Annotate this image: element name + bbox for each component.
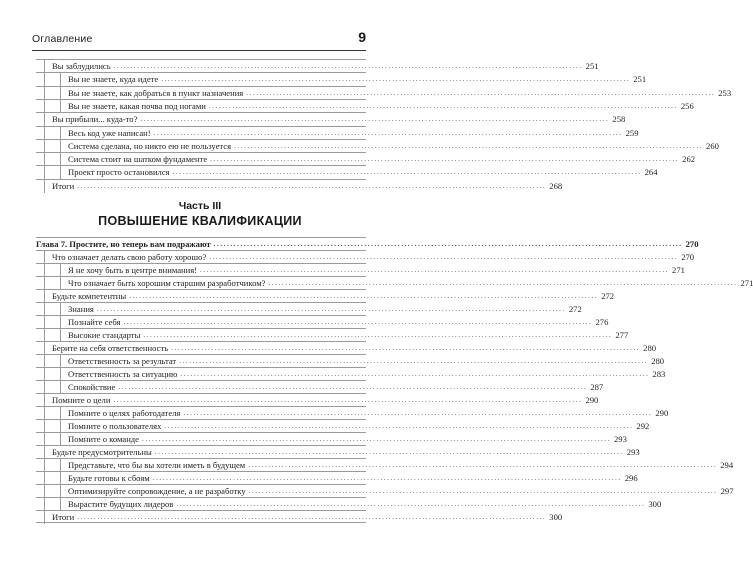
toc-leader-dots: ............................................................................................................................................ — [180, 370, 650, 378]
toc-entry-title: Я не хочу быть в центре внимания! — [68, 265, 198, 275]
toc-leader-dots: ............................................................................................................................................ — [96, 305, 566, 313]
toc-row — [0, 432, 627, 446]
toc-indent-bar — [44, 458, 45, 472]
toc-leader-dots: ............................................................................................................................................ — [210, 155, 680, 164]
toc-indent-bar — [44, 112, 45, 126]
toc-indent-bar — [60, 354, 61, 368]
toc-entry-title: Высокие стандарты — [68, 330, 141, 340]
toc-entry-title: Итоги — [52, 512, 75, 522]
toc-indent-bar — [60, 99, 61, 113]
toc-entry-page: 294 — [720, 460, 734, 470]
toc-row — [0, 328, 629, 342]
toc-indent-bar — [44, 471, 45, 485]
toc-indent-bar — [44, 139, 45, 153]
part-label: Часть III — [178, 200, 222, 212]
toc-leader-dots: ............................................................................................................................................ — [161, 75, 631, 84]
toc-leader-dots: ............................................................................................................................................ — [140, 115, 610, 124]
toc-indent-bar — [44, 99, 45, 113]
toc-entry-page: 272 — [601, 291, 615, 301]
toc-leader-dots: ............................................................................................................................................ — [118, 383, 588, 391]
toc-row — [0, 484, 734, 498]
toc-row — [0, 152, 696, 166]
toc-leader-dots: ............................................................................................................................................ — [209, 253, 679, 261]
toc-entry-title: Ответственность за ситуацию — [68, 369, 178, 379]
toc-entry-page: 287 — [590, 382, 604, 392]
toc-leader-dots: ............................................................................................................................................ — [183, 409, 653, 417]
toc-indent-bar — [60, 458, 61, 472]
toc-leader-dots: ............................................................................................................................................ — [234, 141, 704, 150]
toc-indent-bar — [44, 179, 45, 193]
toc-entry-title: Ответственность за результат — [68, 356, 177, 366]
toc-indent-bar — [44, 354, 45, 368]
toc-row — [0, 445, 640, 459]
toc-entry-page: 277 — [615, 330, 629, 340]
toc-indent-bar — [60, 302, 61, 316]
toc-indent-bar — [60, 165, 61, 179]
toc-indent-bar — [60, 139, 61, 153]
toc-leader-dots: ............................................................................................................................................ — [77, 513, 547, 521]
toc-indent-bar — [44, 328, 45, 342]
toc-entry-title: Берите на себя ответственность — [52, 343, 169, 353]
toc-leader-dots: ............................................................................................................................................ — [129, 292, 599, 300]
toc-entry-page: 276 — [595, 317, 609, 327]
toc-indent-bar — [44, 165, 45, 179]
toc-entry-title: Итоги — [52, 180, 75, 191]
toc-entry-page: 268 — [549, 180, 563, 191]
toc-indent-bar — [60, 432, 61, 446]
toc-indent-bar — [44, 72, 45, 86]
toc-indent-bar — [44, 393, 45, 407]
toc-row — [0, 393, 599, 407]
toc-entry-page: 270 — [685, 239, 699, 249]
toc-indent-bar — [44, 432, 45, 446]
toc-row — [0, 250, 695, 264]
toc-indent-bar — [44, 263, 45, 277]
toc-leader-dots: ............................................................................................................................................ — [77, 181, 547, 190]
toc-leader-dots: ............................................................................................................................................ — [164, 422, 634, 430]
toc-row — [0, 179, 563, 193]
toc-leader-dots: ............................................................................................................................................ — [213, 240, 683, 248]
toc-indent-bar — [44, 86, 45, 100]
toc-row — [0, 315, 609, 329]
toc-indent-bar — [44, 419, 45, 433]
toc-entry-title: Спокойствие — [68, 382, 116, 392]
toc-entry-title: Вы прибыли... куда-то? — [52, 114, 138, 125]
toc-indent-bar — [44, 302, 45, 316]
toc-indent-bar — [60, 471, 61, 485]
toc-entry-page: 293 — [626, 447, 640, 457]
toc-leader-dots: ............................................................................................................................................ — [171, 344, 641, 352]
toc-entry-page: 280 — [651, 356, 665, 366]
toc-leader-dots: ............................................................................................................................................ — [179, 357, 649, 365]
toc-entry-title: Что означает быть хорошим старшим разработчиком? — [68, 278, 266, 288]
toc-entry-page: 259 — [625, 127, 639, 138]
toc-leader-dots: ............................................................................................................................................ — [142, 435, 611, 443]
toc-row — [0, 497, 662, 511]
toc-entry-page: 280 — [643, 343, 657, 353]
toc-entry-title: Вырастите будущих лидеров — [68, 499, 174, 509]
toc-row — [0, 165, 658, 179]
toc-entry-page: 271 — [672, 265, 685, 275]
toc-entry-title: Будьте готовы к сбоям — [68, 473, 150, 483]
toc-row — [0, 354, 665, 368]
toc-indent-bar — [44, 497, 45, 511]
toc-leader-dots: ............................................................................................................................................ — [113, 396, 583, 404]
toc-row — [0, 99, 694, 113]
toc-leader-dots: ............................................................................................................................................ — [246, 88, 716, 97]
toc-indent-bar — [60, 328, 61, 342]
toc-entry-title: Вы не знаете, какая почва под ногами — [68, 100, 206, 111]
toc-leader-dots: ............................................................................................................................................ — [268, 279, 738, 287]
toc-entry-title: Вы заблудились — [52, 61, 111, 71]
toc-row — [0, 59, 599, 73]
toc-entry-title: Знания — [68, 304, 94, 314]
toc-entry-page: 262 — [682, 154, 696, 165]
toc-leader-dots: ............................................................................................................................................ — [123, 318, 593, 326]
toc-indent-bar — [60, 406, 61, 420]
toc-row — [0, 72, 647, 86]
toc-entry-page: 258 — [612, 114, 626, 125]
toc-entry-page: 264 — [644, 167, 658, 178]
toc-leader-dots: ............................................................................................................................................ — [154, 448, 624, 456]
toc-indent-bar — [60, 72, 61, 86]
toc-row — [0, 406, 669, 420]
toc-entry-page: 253 — [718, 87, 732, 98]
toc-row — [0, 289, 615, 303]
toc-entry-page: 256 — [680, 100, 694, 111]
toc-indent-bar — [44, 380, 45, 394]
toc-entry-page: 293 — [614, 434, 627, 444]
toc-entry-title: Глава 7. Простите, но теперь вам подражают — [36, 239, 211, 249]
toc-entry-page: 260 — [706, 140, 719, 151]
toc-entry-page: 290 — [655, 408, 669, 418]
toc-entry-page: 297 — [720, 486, 734, 496]
toc-row — [0, 419, 650, 433]
toc-entry-title: Проект просто остановился — [68, 167, 170, 178]
toc-leader-dots: ............................................................................................................................................ — [248, 461, 718, 469]
toc-indent-bar — [44, 484, 45, 498]
toc-indent-bar — [44, 152, 45, 166]
toc-indent-bar — [60, 263, 61, 277]
part-title: ПОВЫШЕНИЕ КВАЛИФИКАЦИИ — [98, 214, 302, 228]
toc-indent-bar — [44, 367, 45, 381]
toc-indent-bar — [60, 484, 61, 498]
toc-row — [0, 139, 719, 153]
toc-leader-dots: ............................................................................................................................................ — [152, 474, 622, 482]
toc-row — [0, 263, 685, 277]
toc-leader-dots: ............................................................................................................................................ — [176, 500, 646, 508]
page-number: 9 — [358, 29, 366, 45]
toc-indent-bar — [44, 406, 45, 420]
toc-entry-title: Будьте предусмотрительны — [52, 447, 152, 457]
toc-row — [0, 367, 666, 381]
toc-leader-dots: ............................................................................................................................................ — [208, 101, 678, 110]
toc-entry-title: Система сделана, но никто ею не пользуется — [68, 140, 232, 151]
toc-entry-title: Представьте, что бы вы хотели иметь в будущем — [68, 460, 246, 470]
toc-indent-bar — [44, 276, 45, 290]
toc-row — [0, 341, 657, 355]
toc-entry-title: Весь код уже написан! — [68, 127, 151, 138]
toc-bottom-rule — [36, 522, 366, 523]
toc-indent-bar — [60, 380, 61, 394]
toc-entry-title: Что означает делать свою работу хорошо? — [52, 252, 207, 262]
toc-indent-bar — [60, 419, 61, 433]
toc-entry-title: Помните о цели — [52, 395, 111, 405]
toc-indent-bar — [44, 445, 45, 459]
toc-indent-bar — [44, 59, 45, 73]
toc-row — [0, 86, 732, 100]
toc-entry-page: 251 — [585, 61, 599, 71]
toc-entry-title: Помните о целях работодателя — [68, 408, 181, 418]
toc-indent-bar — [60, 152, 61, 166]
toc-indent-bar — [44, 341, 45, 355]
toc-entry-page: 300 — [549, 512, 563, 522]
toc-entry-page: 292 — [636, 421, 650, 431]
toc-entry-page: 283 — [652, 369, 666, 379]
toc-row — [0, 237, 699, 251]
toc-entry-page: 296 — [624, 473, 638, 483]
toc-leader-dots: ............................................................................................................................................ — [200, 266, 670, 274]
toc-entry-title: Будьте компетентны — [52, 291, 127, 301]
toc-entry-title: Помните о команде — [68, 434, 139, 444]
toc-row — [0, 302, 582, 316]
toc-entry-page: 300 — [648, 499, 662, 509]
toc-entry-title: Оптимизируйте сопровождение, а не разработку — [68, 486, 246, 496]
toc-leader-dots: ............................................................................................................................................ — [143, 331, 613, 339]
toc-row — [0, 458, 734, 472]
toc-entry-title: Вы не знаете, куда идете — [68, 74, 159, 85]
toc-indent-bar — [60, 276, 61, 290]
toc-indent-bar — [60, 126, 61, 140]
toc-indent-bar — [44, 289, 45, 303]
toc-entry-title: Познайте себя — [68, 317, 121, 327]
toc-indent-bar — [60, 86, 61, 100]
toc-entry-page: 251 — [633, 74, 647, 85]
toc-entry-title: Помните о пользователях — [68, 421, 162, 431]
toc-indent-bar — [44, 126, 45, 140]
toc-row — [0, 276, 753, 290]
toc-entry-page: 271 — [740, 278, 753, 288]
toc-indent-bar — [44, 315, 45, 329]
toc-indent-bar — [60, 315, 61, 329]
toc-leader-dots: ............................................................................................................................................ — [113, 62, 583, 70]
toc-leader-dots: ............................................................................................................................................ — [248, 487, 718, 495]
toc-leader-dots: ............................................................................................................................................ — [172, 168, 642, 177]
toc-indent-bar — [44, 250, 45, 264]
toc-indent-bar — [60, 367, 61, 381]
toc-entry-title: Система стоит на шатком фундаменте — [68, 154, 208, 165]
toc-entry-page: 290 — [585, 395, 599, 405]
toc-row — [0, 126, 639, 140]
toc-leader-dots: ............................................................................................................................................ — [153, 128, 623, 137]
toc-row — [0, 112, 626, 126]
toc-row — [0, 471, 638, 485]
toc-row — [0, 380, 604, 394]
toc-indent-bar — [60, 497, 61, 511]
running-header-title: Оглавление — [32, 33, 93, 45]
toc-entry-page: 270 — [681, 252, 695, 262]
toc-entry-title: Вы не знаете, как добраться в пункт назначения — [68, 87, 244, 98]
toc-entry-page: 272 — [568, 304, 582, 314]
